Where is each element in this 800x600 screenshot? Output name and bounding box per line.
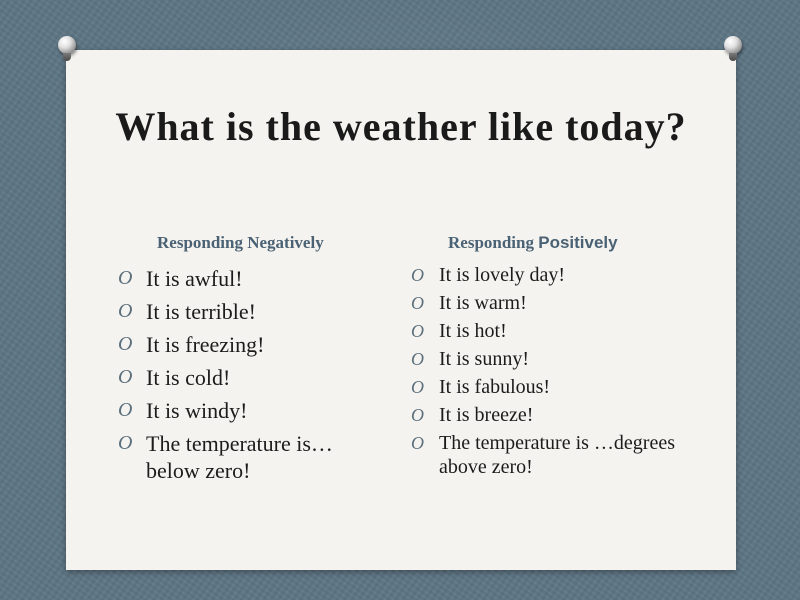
list-item [411,289,711,317]
list-item [411,345,711,373]
bullet-icon: O [411,321,424,341]
list-item [411,429,711,479]
bullet-icon: O [411,265,424,285]
list-item-text: It is awful! [146,266,243,291]
list-item-text: It is windy! [146,398,248,423]
list-item [411,373,711,401]
pushpin-icon [58,36,76,54]
bullet-icon: O [411,349,424,369]
list-item [118,394,378,427]
heading-positive-prefix: Responding [448,233,539,252]
list-item-text: It is breeze! [439,404,534,426]
list-item-text: It is lovely day! [439,264,566,286]
list-item-text: It is warm! [439,292,527,314]
list-item-text: It is freezing! [146,332,265,357]
bullet-icon: O [118,399,133,421]
bullet-icon: O [118,333,133,355]
list-item-text: The temperature is …degrees above zero! [439,432,676,478]
bullet-icon: O [411,377,424,397]
list-item [411,317,711,345]
list-item [118,427,378,484]
list-item [118,262,378,295]
bullet-icon: O [411,433,424,453]
negative-list [118,262,378,484]
bullet-icon: O [411,405,424,425]
list-item [118,295,378,328]
list-item [118,328,378,361]
bullet-icon: O [411,293,424,313]
list-item-text: It is fabulous! [439,376,551,398]
list-item-text: It is sunny! [439,348,529,370]
pushpin-icon [724,36,742,54]
list-item [118,361,378,394]
list-item [411,261,711,289]
bullet-icon: O [118,267,133,289]
heading-negative: Responding Negatively [157,233,324,252]
bullet-icon: O [118,366,133,388]
list-item-text: It is hot! [439,320,507,342]
list-item-text: The temperature is…below zero! [146,431,333,483]
positive-list [411,261,711,479]
list-item-text: It is terrible! [146,299,256,324]
list-item-text: It is cold! [146,365,231,390]
heading-positive [448,233,618,253]
heading-positive-word: Positively [538,233,618,252]
slide-title: What is the weather like today? [115,104,687,149]
list-item [411,401,711,429]
bullet-icon: O [118,432,133,454]
bullet-icon: O [118,300,133,322]
